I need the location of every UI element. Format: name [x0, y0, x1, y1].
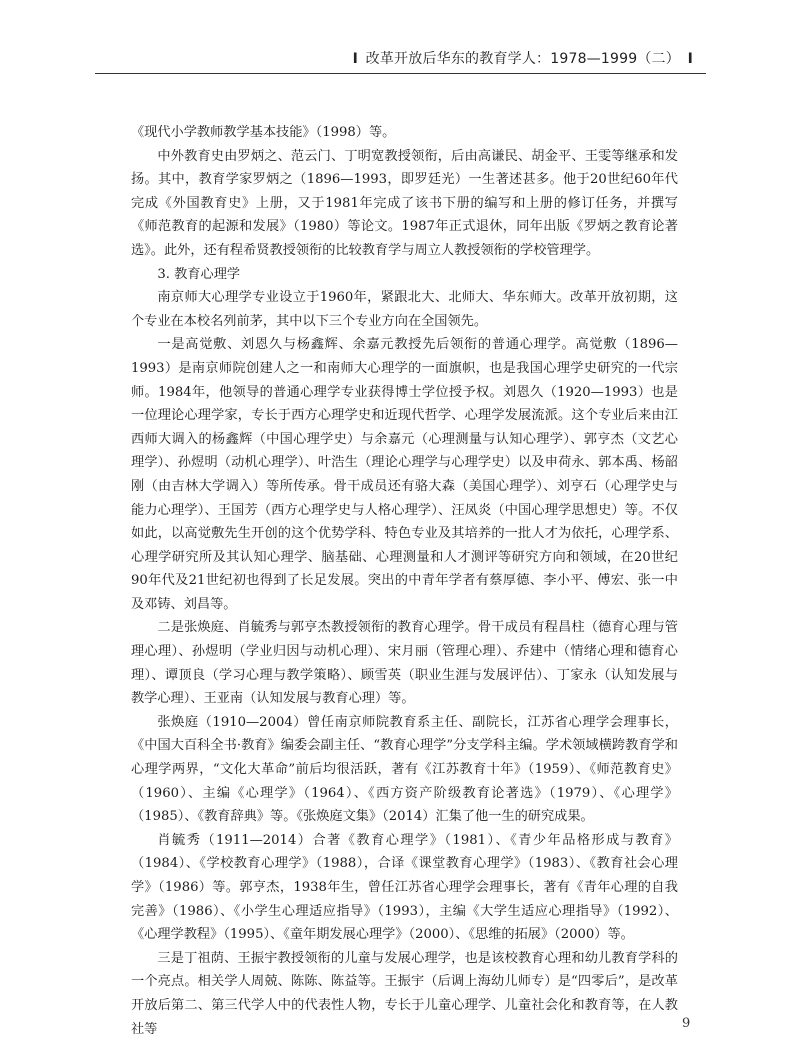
header-bar-right: I — [687, 51, 693, 67]
paragraph: 中外教育史由罗炳之、范云门、丁明宽教授领衔，后由高谦民、胡金平、王雯等继承和发扬。其中，教育学家罗炳之（1896—1993，即罗廷光）一生著述甚多。他于20世纪60年代完成《外国教育史》上册，又于1981年完成了该书下册的编写和上册的修订任务，并撰写《师范教育的起源和发展》（1980）等论文。1987年正式退休，同年出版《罗炳之教育论著选》。此外，还有程希贤教授领衔的比较教育学与周立人教授领衔的学校管理学。 — [131, 148, 678, 258]
body-text — [131, 121, 678, 1041]
paragraph: 南京师大心理学专业设立于1960年，紧跟北大、北师大、华东师大。改革开放初期，这个专业在本校名列前茅，其中以下三个专业方向在全国领先。 — [131, 290, 678, 329]
paragraph-continuation: 《现代小学教师教学基本技能》（1998）等。 — [131, 125, 396, 140]
paragraph: 张焕庭（1910—2004）曾任南京师院教育系主任、副院长，江苏省心理学会理事长，《中国大百科全书·教育》编委会副主任、“教育心理学”分支学科主编。学术领域横跨教育学和心理学两界，“文化大革命”前后均很活跃，著有《江苏教育十年》（1959）、《师范教育史》（1960）、主编《心理学》（1964）、《西方资产阶级教育论著选》（1979）、《心理学》（1985）、《教育辞典》等。《张焕庭文集》（2014）汇集了他一生的研究成果。 — [131, 714, 678, 825]
header-divider — [95, 73, 706, 74]
header-bar-left: I — [352, 51, 358, 67]
running-header — [350, 48, 696, 68]
paragraph: 肖毓秀（1911—2014）合著《教育心理学》（1981）、《青少年品格形成与教育》（1984）、《学校教育心理学》（1988），合译《课堂教育心理学》（1983）、《教育社会心理学》（1986）等。郭亨杰，1938年生，曾任江苏省心理学会理事长，著有《青年心理的自我完善》（1986）、《小学生心理适应指导》（1993），主编《大学生适应心理指导》（1992）、《心理学教程》（1995）、《童年期发展心理学》（2000）、《思维的拓展》（2000）等。 — [131, 832, 678, 943]
section-heading: 3. 教育心理学 — [157, 266, 241, 282]
paragraph: 三是丁祖荫、王振宇教授领衔的儿童与发展心理学，也是该校教育心理和幼儿教育学科的一个亮点。相关学人周兢、陈陈、陈益等。王振宇（后调上海幼儿师专）是“四零后”，是改革开放后第二、第三代学人中的代表性人物，专长于儿童心理学、儿童社会化和教育等，在人教社等 — [131, 950, 678, 1037]
paragraph: 一是高觉敷、刘恩久与杨鑫辉、余嘉元教授先后领衔的普通心理学。高觉敷（1896—1993）是南京师院创建人之一和南师大心理学的一面旗帜，也是我国心理学史研究的一代宗师。1984年，他领导的普通心理学专业获得博士学位授予权。刘恩久（1920—1993）也是一位理论心理学家，专长于西方心理学史和近现代哲学、心理学发展流派。这个专业后来由江西师大调入的杨鑫辉（中国心理学史）与余嘉元（心理测量与认知心理学）、郭亨杰（文艺心理学）、孙煜明（动机心理学）、叶浩生（理论心理学与心理学史）以及申荷永、郭本禹、杨韶刚（由吉林大学调入）等所传承。骨干成员还有骆大森（美国心理学）、刘亨石（心理学史与能力心理学）、王国芳（西方心理学史与人格心理学）、汪凤炎（中国心理学思想史）等。不仅如此，以高觉敷先生开创的这个优势学科、特色专业及其培养的一批人才为依托，心理学系、心理学研究所及其认知心理学、脑基础、心理测量和人才测评等研究方向和领域，在20世纪90年代及21世纪初也得到了长足发展。突出的中青年学者有蔡厚德、李小平、傅宏、张一中及邓铸、刘昌等。 — [131, 337, 678, 612]
paragraph: 二是张焕庭、肖毓秀与郭亨杰教授领衔的教育心理学。骨干成员有程昌柱（德育心理与管理心理）、孙煜明（学业归因与动机心理）、宋月丽（管理心理）、乔建中（情绪心理和德育心理）、谭顶良（学习心理与教学策略）、顾雪英（职业生涯与发展评估）、丁家永（认知发展与教学心理）、王亚南（认知发展与教育心理）等。 — [131, 620, 678, 707]
running-header-title: 改革开放后华东的教育学人：1978—1999（二） — [365, 51, 680, 67]
page-number: 9 — [682, 1016, 691, 1031]
